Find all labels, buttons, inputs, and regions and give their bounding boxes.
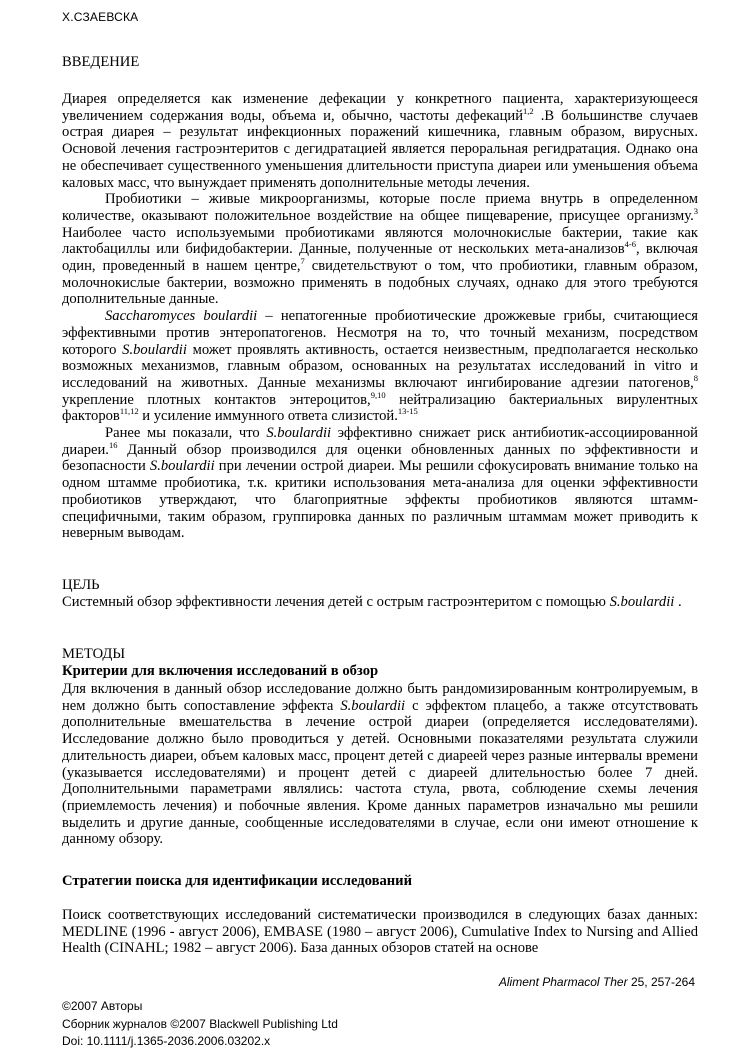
intro-paragraph-2: Пробиотики – живые микроорганизмы, которые после приема внутрь в определенном количестве, оказывают положительное воздействие на общее пищеварение, присущее организму.$^3$ Наиболее часто используемыми пробиотиками являются молочнокислые бактерии, такие как лактобациллы или бифидобактерии. Данные, полученные от нескольких мета-анализов$^{4-6}$, включая один, проведенный в нашем центре,$^7$ свидетельствуют о том, что пробиотики, главным образом, молочнокислые бактерии, возможно применять в подобных случаях, однако для этого требуются дополнительные данные. (62, 191, 698, 308)
aim-heading: ЦЕЛЬ (62, 577, 100, 593)
intro-paragraph-4: Ранее мы показали, что S.boulardii эффективно снижает риск антибиотик-ассоциированной диареи.$^{16}$ Данный обзор производился для оценки обновленных данных по эффективности и безопасности S.boulardii при лечении острой диареи. Мы решили сфокусировать внимание только на одном штамме пробиотика, т.к. критики использования мета-анализа для оценки эффективности пробиотиков утверждают, что благоприятные эффекты пробиотиков являются штамм-специфичными, таким образом, группировка данных по различным штаммам может приводить к неверным выводам. (62, 425, 698, 542)
methods-heading: МЕТОДЫ (62, 646, 126, 662)
aim-paragraph: Системный обзор эффективности лечения детей с острым гастроэнтеритом с помощью S.boulardii . (62, 594, 682, 610)
citation: 9,10 (370, 389, 386, 400)
intro-paragraph-1: Диарея определяется как изменение дефекации у конкретного пациента, характеризующееся увеличением содержания воды, объема и, обычно, частоты дефекаций$^{1,2}$ .В большинстве случаев острая диарея – результат инфекционных поражений кишечника, главным образом, вирусных. Основой лечения гастроэнтеритов с дегидратацией является пероральная регидратация. Однако она не обеспечивает существенного уменьшения длительности приступа диареи или уменьшения объема каловых масс, что вынуждает применять дополнительные методы лечения. (62, 91, 698, 191)
journal-reference: Aliment Pharmacol Ther 25, 257-264 (498, 975, 695, 989)
page-footer (62, 998, 338, 1051)
methods-subheading-criteria: Критерии для включения исследований в обзор (62, 663, 379, 679)
citation: 11,12 (119, 406, 139, 417)
footer-collection: Сборник журналов ©2007 Blackwell Publishing Ltd (62, 1016, 338, 1031)
aim-section (62, 594, 698, 611)
intro-paragraph-3: Saccharomyces boulardii – непатогенные пробиотические дрожжевые грибы, считающиеся эффективными против энтеропатогенов. Несмотря на то, что точный механизм, посредством которого S.boulardii может проявлять активность, остается неизвестным, предполагается несколько возможных механизмов, главным образом, основанных на результатах исследований in vitro и исследований на животных. Данные механизмы включают ингибирование адгезии патогенов,$^8$ укрепление плотных контактов энтероцитов,$^{9,10}$ нейтрализацию бактериальных вирулентных факторов$^{11,12}$ и усиление иммунного ответа слизистой.$^{13-15}$ (62, 308, 698, 425)
methods-search-section (62, 907, 698, 957)
citation: 16 (108, 439, 118, 450)
citation: 8 (693, 372, 698, 383)
intro-heading: ВВЕДЕНИЕ (62, 54, 140, 70)
methods-paragraph-2: Поиск соответствующих исследований систематически производился в следующих базах данных: MEDLINE (1996 - август 2006), EMBASE (1980 – август 2006), Cumulative Index to Nursing and Allied Health (CINAHL; 1982 – август 2006). База данных обзоров статей на основе (62, 907, 698, 957)
methods-criteria-section (62, 681, 698, 848)
citation: 1,2 (523, 105, 534, 116)
running-header-author: Х.СЗАЕВСКА (62, 10, 139, 24)
footer-doi: Doi: 10.1111/j.1365-2036.2006.03202.x (62, 1034, 271, 1048)
citation: 13-15 (397, 406, 418, 417)
citation: 7 (300, 256, 305, 267)
footer-copyright: ©2007 Авторы (62, 999, 143, 1013)
citation: 4-6 (624, 239, 636, 250)
methods-paragraph-1: Для включения в данный обзор исследование должно быть рандомизированным контролируемым, в нем должно быть сопоставление эффекта S.boulardii с эффектом плацебо, а также отсутствовать дополнительные вмешательства в лечение острой диареи (определяется исследователями). Исследование должно было проводиться у детей. Основными показателями результата служили длительность диареи, объем каловых масс, процент детей с диареей через разные интервалы времени (указывается исследователями) и процент детей с диареей длительностью более 7 дней. Дополнительными параметрами являлись: частота стула, рвота, соблюдение схемы лечения (приемлемость лечения) и побочные явления. Кроме данных параметров изначально мы решили выделить и другие данные, сообщенные исследователями в случае, если они имеют отношение к данному обзору. (62, 681, 698, 848)
intro-section (62, 91, 698, 542)
methods-subheading-search: Стратегии поиска для идентификации исследований (62, 873, 412, 889)
citation: 3 (693, 205, 698, 216)
